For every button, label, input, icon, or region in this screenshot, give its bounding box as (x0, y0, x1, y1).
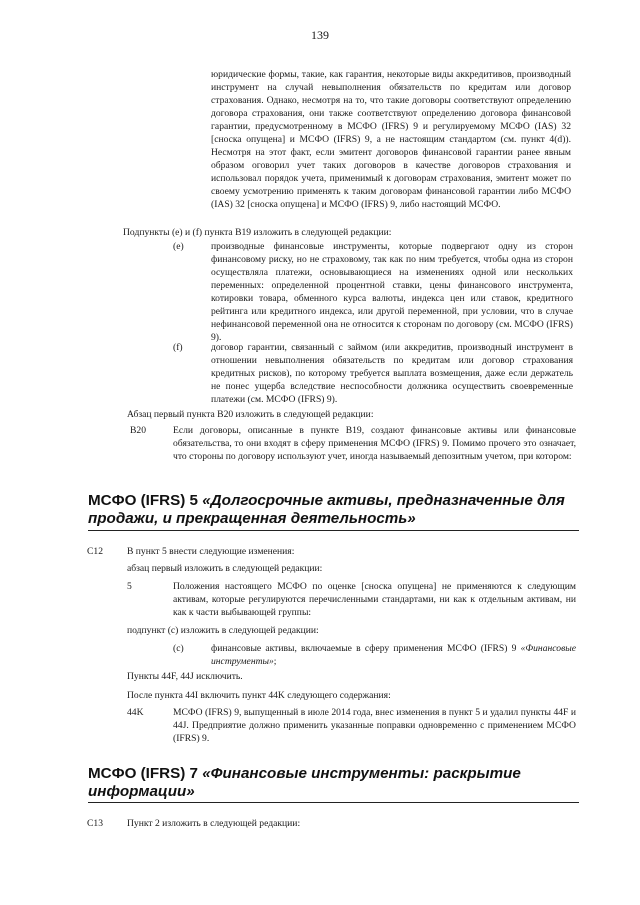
item-f-label: (f) (173, 342, 183, 353)
c13-text: Пункт 2 изложить в следующей редакции: (127, 818, 301, 829)
sub-c-suffix: ; (273, 656, 277, 667)
c13-label: C13 (87, 818, 103, 829)
sub-c-italic: «Финансовые инструменты» (211, 643, 576, 667)
heading2-prefix: МСФО (IFRS) 7 (88, 765, 203, 782)
heading2-line1: «Финансовые инструменты: раскрытие (202, 765, 521, 782)
b20-text: Если договоры, описанные в пункте B19, создают финансовые активы или финансовые обязательства, то они входят в сферу применения МСФО (IFRS) 9. Помимо прочего это означает, что стороны по договору используют учет, иногда называемый депозитным учетом, при котором: (173, 425, 576, 462)
after-44i: После пункта 44I включить пункт 44K следующего содержания: (127, 690, 391, 701)
sub-c-body: финансовые активы, включаемые в сферу применения МСФО (IFRS) 9 (211, 643, 517, 654)
sub-c-text (211, 642, 576, 668)
p44k-label: 44K (127, 707, 144, 718)
intro-b19: Подпункты (е) и (f) пункта B19 изложить в следующей редакции: (123, 227, 392, 238)
page-number: 139 (311, 28, 329, 42)
heading1-line2: продажи, и прекращенная деятельность» (88, 510, 416, 527)
p5-text: Положения настоящего МСФО по оценке [сноска опущена] не применяются к следующим активам, которые регулируются перечисленными стандартами, ни как к отдельным активам, ни как к части выбывающей группы: (173, 581, 576, 618)
section-heading-ifrs7 (88, 765, 588, 801)
exclude-note: Пункты 44F, 44J исключить. (127, 671, 243, 682)
sub-c-label: (с) (173, 643, 184, 654)
p44k-text: МСФО (IFRS) 9, выпущенный в июле 2014 года, внес изменения в пункт 5 и удалил пункты 44F и 44J. Предприятие должно применить указанные поправки одновременно с применением МСФО (IFRS) 9. (173, 707, 576, 744)
intro-b20: Абзац первый пункта B20 изложить в следующей редакции: (127, 409, 374, 420)
heading2-line2: информации» (88, 783, 195, 800)
c12-label: C12 (87, 546, 103, 557)
c12-text: В пункт 5 внести следующие изменения: (127, 546, 295, 557)
paragraph-b18-continuation: юридические формы, такие, как гарантия, некоторые виды аккредитивов, производный инструмент на случай невыполнения обязательств по кредитам или договор страхования. Однако, несмотря на то, что такие договоры соответствуют определению договора страхования, они также соответствуют определению договора финансовой гарантии, предусмотренному в МСФО (IFRS) 9 и регулируемому МСФО (IAS) 32 [сноска опущена] и МСФО (IFRS) 9, а не настоящим стандартом (см. пункт 4(d)). Несмотря на этот факт, если эмитент договоров финансовой гарантии ранее явным образом оговорил учет таких договоров в качестве договоров страхования и использовал порядок учета, применимый к договорам страхования, эмитент может по своему усмотрению применять к таким договорам финансовой гарантии либо МСФО (IAS) 32 [сноска опущена] и МСФО (IFRS) 9, либо настоящий МСФО. (211, 69, 571, 210)
heading1-underline (88, 530, 579, 531)
abzac-first: абзац первый изложить в следующей редакции: (127, 563, 323, 574)
p5-label: 5 (127, 581, 132, 592)
sub-c-intro: подпункт (с) изложить в следующей редакции: (127, 625, 319, 636)
item-e-text: производные финансовые инструменты, которые подвергают одну из сторон финансовому риску, но не страховому, так как по ним требуется, чтобы одна из сторон осуществляла платежи, основывающиеся на изменениях одной или нескольких переменных: определенной процентной ставки, цены финансового инструмента, котировки товара, обменного курса валюты, индекса цен или ставок, кредитного рейтинга или кредитного индекса, или другой переменной, при условии, что в случае нефинансовой переменной она не относится к сторонам по договору (см. МСФО (IFRS) 9). (211, 241, 573, 343)
item-e-label: (е) (173, 241, 184, 252)
item-f-text: договор гарантии, связанный с займом (или аккредитив, производный инструмент в отношении невыполнения обязательств по кредитам или договор страхования кредитных рисков), по которому требуется выплата возмещения, даже если держатель не понес ущерба вследствие неспособности должника осуществить своевременные платежи (см. МСФО (IFRS) 9). (211, 342, 573, 405)
heading2-underline (88, 802, 579, 803)
heading1-line1: «Долгосрочные активы, предназначенные для (202, 492, 565, 509)
b20-label: B20 (130, 425, 146, 436)
section-heading-ifrs5 (88, 492, 588, 528)
heading1-prefix: МСФО (IFRS) 5 (88, 492, 203, 509)
